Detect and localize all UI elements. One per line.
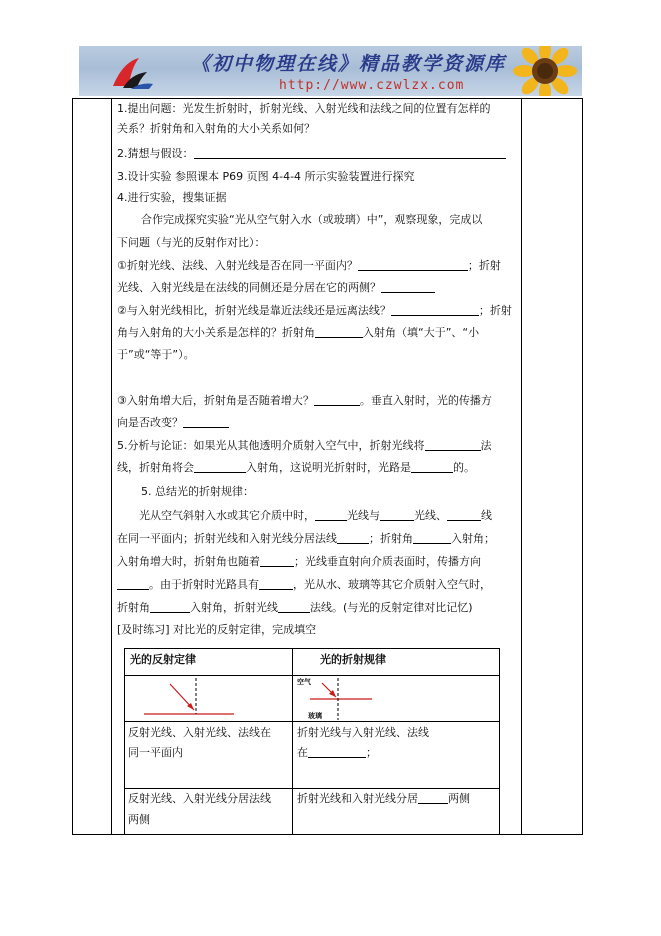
blank-summary-2[interactable]: [380, 509, 414, 521]
blank-summary-1[interactable]: [315, 509, 347, 521]
frame-top-border: [72, 98, 582, 99]
line-question-2: 关系？折射角和入射角的大小关系如何？: [117, 122, 315, 135]
blank-hypothesis[interactable]: [194, 147, 506, 159]
header-reflection: 光的反射定律: [130, 653, 196, 666]
reflection-rule-1-cont: 同一平面内: [128, 746, 183, 759]
blank-q1b[interactable]: [381, 281, 435, 293]
line-analysis: 5.分析与论证：如果光从其他透明介质射入空气中，折射光线将 法: [117, 439, 492, 452]
blank-summary-9[interactable]: [150, 601, 190, 613]
frame-col-divider-left: [111, 98, 112, 835]
line-summary-1: 光从空气斜射入水或其它介质中时， 光线与 光线、 线: [139, 509, 492, 522]
reflection-rule-2: 反射光线、入射光线分居法线: [128, 792, 271, 805]
line-hypothesis: 2.猜想与假设：: [117, 147, 506, 161]
refraction-rule-1: 折射光线与入射光线、法线: [297, 726, 429, 739]
banner-title: 《初中物理在线》精品教学资源库: [191, 53, 507, 75]
line-q2-end: 于”或“等于”）。: [117, 348, 195, 361]
blank-q1a[interactable]: [358, 259, 468, 271]
label-glass: 玻璃: [308, 712, 322, 720]
blank-summary-10[interactable]: [278, 601, 310, 613]
blank-summary-5[interactable]: [413, 532, 451, 544]
blank-table-2[interactable]: [418, 792, 448, 804]
line-summary-4: 。由于折射时光路具有 ，光从水、玻璃等其它介质射入空气时，: [117, 578, 491, 592]
line-summary-3: 入射角增大时，折射角也随着 ；光线垂直射向介质表面时，传播方向: [117, 555, 481, 568]
frame-right-border: [582, 98, 583, 835]
line-task: 合作完成探究实验“光从空气射入水（或玻璃）中”，观察现象，完成以: [141, 213, 483, 226]
reflection-diagram: [144, 678, 234, 714]
line-summary-5: 折射角 入射角，折射光线 法线。(与光的反射定律对比记忆): [117, 601, 473, 614]
blank-summary-7[interactable]: [117, 578, 149, 590]
blank-summary-6[interactable]: [260, 555, 294, 567]
blank-summary-3[interactable]: [447, 509, 481, 521]
sunflower-icon: [510, 46, 580, 96]
label-air: 空气: [297, 678, 311, 686]
refraction-rule-1-cont: 在 ；: [297, 746, 377, 759]
frame-left-border: [72, 98, 73, 835]
blank-summary-4[interactable]: [337, 532, 369, 544]
line-summary-heading: 5. 总结光的折射规律：: [141, 485, 254, 498]
blank-q2b[interactable]: [315, 326, 363, 338]
frame-col-divider-right: [521, 98, 522, 835]
reflection-rule-1: 反射光线、入射光线、法线在: [128, 726, 271, 739]
line-design: 3.设计实验 参照课本 P69 页图 4-4-4 所示实验装置进行探究: [117, 170, 415, 183]
line-task-2: 下问题（与光的反射作对比）：: [117, 236, 266, 249]
line-q3: ③入射角增大后，折射角是否随着增大？ 。垂直入射时，光的传播方: [117, 394, 492, 407]
line-q1-cont: 光线、入射光线是在法线的同侧还是分居在它的两侧？: [117, 281, 435, 295]
header-banner: [79, 46, 582, 96]
refraction-rule-2: 折射光线和入射光线分居 两侧: [297, 792, 470, 805]
line-q2: ②与入射光线相比，折射光线是靠近法线还是远离法线？ ；折射: [117, 304, 512, 317]
blank-q2a[interactable]: [391, 304, 479, 316]
blank-table-1[interactable]: [308, 746, 366, 758]
blank-analysis-3[interactable]: [411, 461, 453, 473]
line-summary-2: 在同一平面内；折射光线和入射光线分居法线 ；折射角 入射角；: [117, 532, 495, 545]
line-analysis-cont: 线，折射角将会 入射角，这说明光折射时，光路是 的。: [117, 461, 475, 474]
blank-analysis-2[interactable]: [194, 461, 246, 473]
banner-url: http://www.czwlzx.com: [279, 78, 465, 93]
comparison-table: [124, 648, 500, 835]
line-practice: [及时练习] 对比光的反射定律，完成填空: [117, 623, 317, 636]
line-q3-cont: 向是否改变？: [117, 416, 229, 430]
line-q1: ①折射光线、法线、入射光线是否在同一平面内？ ；折射: [117, 259, 501, 272]
line-experiment: 4.进行实验，搜集证据: [117, 191, 227, 204]
blank-q3a[interactable]: [314, 394, 360, 406]
line-question-1: 1.提出问题：光发生折射时，折射光线、入射光线和法线之间的位置有怎样的: [117, 102, 491, 115]
line-q2-cont: 角与入射角的大小关系是怎样的？折射角 入射角（填“大于”、“小: [117, 326, 480, 339]
blank-summary-8[interactable]: [259, 578, 293, 590]
blank-q3b[interactable]: [183, 416, 229, 428]
blank-analysis-1[interactable]: [425, 439, 481, 451]
header-refraction: 光的折射规律: [320, 653, 386, 666]
site-logo-icon: [109, 52, 155, 92]
reflection-rule-2-cont: 两侧: [128, 813, 150, 826]
